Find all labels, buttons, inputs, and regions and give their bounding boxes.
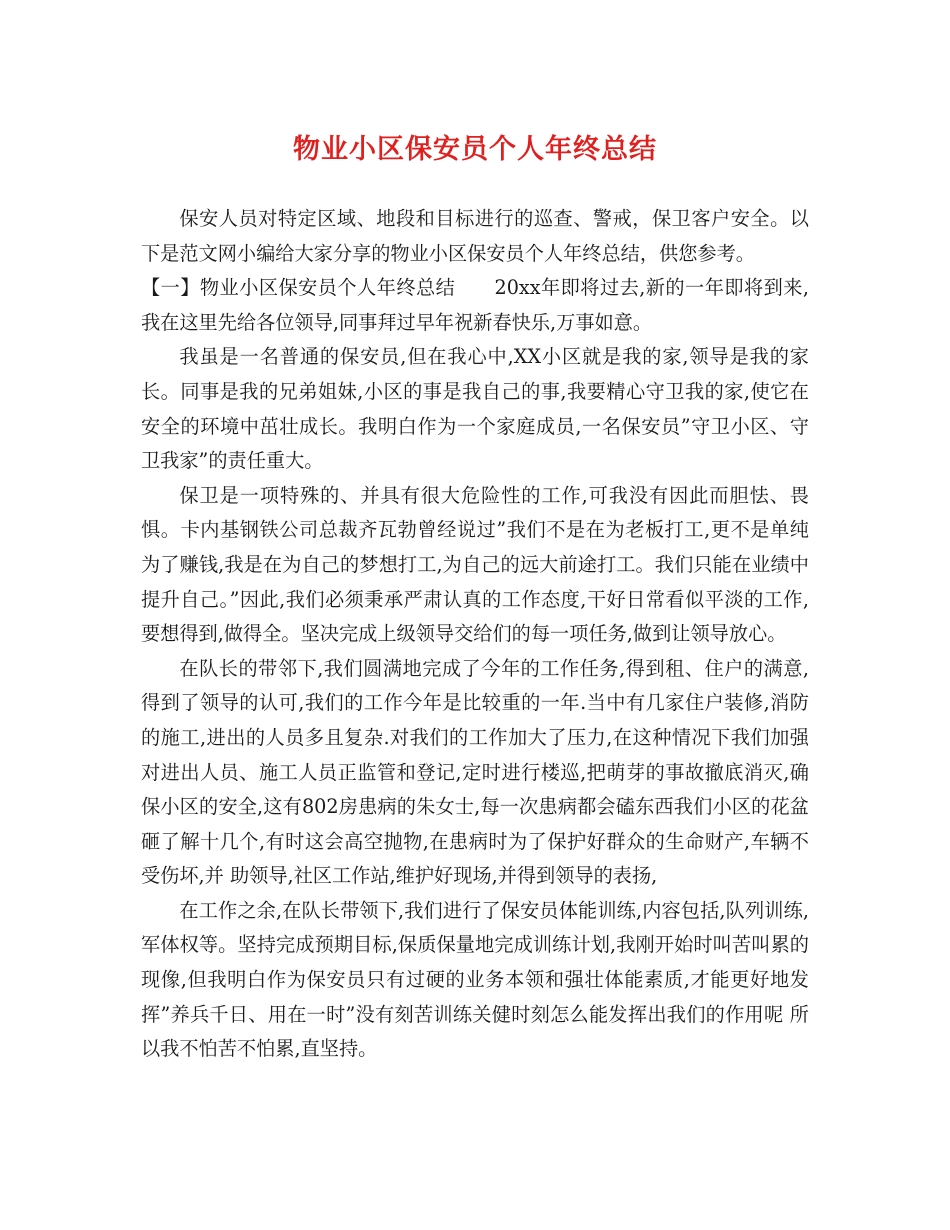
document-title: 物业小区保安员个人年终总结: [293, 134, 657, 165]
document-body: [141, 202, 809, 1067]
paragraph-achievements: 在队长的带邻下,我们圆满地完成了今年的工作任务,得到租、住户的满意,得到了领导的认可,我们的工作今年是比较重的一年.当中有几家住户装修,消防的施工,进出的人员多且复杂.对我们的工作加大了压力,在这种情况下我们加强对进出人员、施工人员正监管和登记,定时进行楼巡,把萌芽的事故撤底消灭,确保小区的安全,这有802房患病的朱女士,每一次患病都会磕东西我们小区的花盆砸了解十几个,有时这会高空抛物,在患病时为了保护好群众的生命财产,车辆不受伤坏,并 助领导,社区工作站,维护好现场,并得到领导的表扬,: [141, 656, 809, 888]
paragraph-intro: 保安人员对特定区域、地段和目标进行的巡查、警戒，保卫客户安全。以下是范文网小编给大家分享的物业小区保安员个人年终总结，供您参考。: [141, 207, 809, 265]
paragraph-duty: 保卫是一项特殊的、并具有很大危险性的工作,可我没有因此而胆怯、畏惧。卡内基钢铁公司总裁齐瓦勃曾经说过”我们不是在为老板打工,更不是单纯为了赚钱,我是在为自己的梦想打工,为自己的远大前途打工。我们只能在业绩中提升自己。”因此,我们必须秉承严肃认真的工作态度,干好日常看似平淡的工作,要想得到,做得全。坚决完成上级领导交给们的每一项任务,做到让领导放心。: [141, 483, 809, 646]
paragraph-training: 在工作之余,在队长带领下,我们进行了保安员体能训练,内容包括,队列训练,军体权等。坚持完成预期目标,保质保量地完成训练计划,我刚开始时叫苦叫累的现像,但我明白作为保安员只有过硬的业务本领和强壮体能素质,才能更好地发挥”养兵千日、用在一时”没有刻苦训练关健时刻怎么能发挥出我们的作用呢 所以我不怕苦不怕累,直坚持。: [141, 898, 809, 1061]
paragraph-section-heading: 【一】物业小区保安员个人年终总结 20xx年即将过去,新的一年即将到来,我在这里先给各位领导,同事拜过早年祝新春快乐,万事如意。: [141, 276, 809, 334]
paragraph-home: 我虽是一名普通的保安员,但在我心中,XX小区就是我的家,领导是我的家长。同事是我的兄弟姐妹,小区的事是我自己的事,我要精心守卫我的家,使它在安全的环境中茁壮成长。我明白作为一个家庭成员,一名保安员”守卫小区、守卫我家”的责任重大。: [141, 345, 809, 473]
